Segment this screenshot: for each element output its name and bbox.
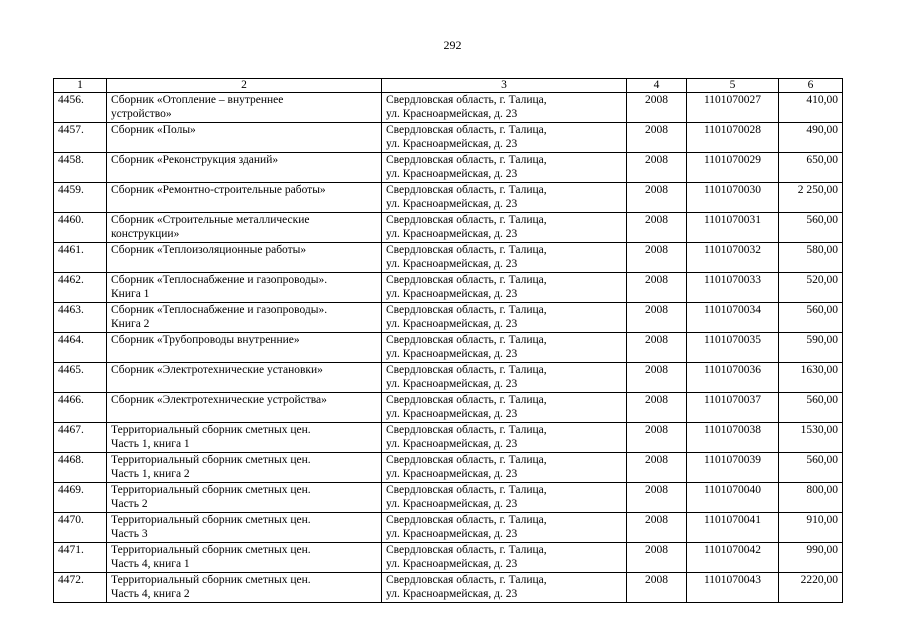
- table-row: [54, 153, 843, 183]
- address-line: ул. Красноармейская, д. 23: [386, 108, 518, 120]
- inventory-number-cell: 1101070043: [687, 573, 779, 603]
- row-number-cell: 4459.: [54, 183, 107, 213]
- item-name-cell: [107, 213, 382, 243]
- item-name-cell: [107, 423, 382, 453]
- cost-cell: 990,00: [779, 543, 843, 573]
- address-line: Свердловская область, г. Талица,: [386, 514, 547, 526]
- table-body: [54, 93, 843, 603]
- table-row: [54, 273, 843, 303]
- address-line: Свердловская область, г. Талица,: [386, 304, 547, 316]
- cost-cell: 560,00: [779, 303, 843, 333]
- item-name-line: Часть 1, книга 1: [111, 438, 190, 450]
- address-line: Свердловская область, г. Талица,: [386, 124, 547, 136]
- row-number-cell: 4464.: [54, 333, 107, 363]
- item-name-line: Сборник «Трубопроводы внутренние»: [111, 334, 300, 346]
- table-row: [54, 393, 843, 423]
- header-row: [54, 79, 843, 93]
- year-cell: 2008: [627, 183, 687, 213]
- address-line: ул. Красноармейская, д. 23: [386, 378, 518, 390]
- table-row: [54, 543, 843, 573]
- address-cell: [382, 573, 627, 603]
- cost-cell: 580,00: [779, 243, 843, 273]
- cost-cell: 410,00: [779, 93, 843, 123]
- item-name-cell: [107, 183, 382, 213]
- row-number-cell: 4457.: [54, 123, 107, 153]
- column-header: 5: [687, 79, 779, 93]
- year-cell: 2008: [627, 423, 687, 453]
- table-row: [54, 303, 843, 333]
- item-name-line: устройство»: [111, 108, 172, 120]
- item-name-line: Сборник «Ремонтно-строительные работы»: [111, 184, 326, 196]
- row-number-cell: 4456.: [54, 93, 107, 123]
- inventory-number-cell: 1101070034: [687, 303, 779, 333]
- address-cell: [382, 483, 627, 513]
- inventory-number-cell: 1101070032: [687, 243, 779, 273]
- year-cell: 2008: [627, 333, 687, 363]
- address-line: ул. Красноармейская, д. 23: [386, 138, 518, 150]
- address-cell: [382, 363, 627, 393]
- item-name-cell: [107, 303, 382, 333]
- address-cell: [382, 423, 627, 453]
- address-line: ул. Красноармейская, д. 23: [386, 198, 518, 210]
- cost-cell: 560,00: [779, 453, 843, 483]
- item-name-line: Книга 1: [111, 288, 150, 300]
- item-name-line: Часть 4, книга 1: [111, 558, 190, 570]
- item-name-cell: [107, 393, 382, 423]
- column-header: 6: [779, 79, 843, 93]
- item-name-line: Часть 3: [111, 528, 148, 540]
- table-row: [54, 93, 843, 123]
- item-name-line: Территориальный сборник сметных цен.: [111, 424, 311, 436]
- year-cell: 2008: [627, 153, 687, 183]
- address-cell: [382, 123, 627, 153]
- inventory-number-cell: 1101070038: [687, 423, 779, 453]
- row-number-cell: 4462.: [54, 273, 107, 303]
- cost-cell: 1530,00: [779, 423, 843, 453]
- cost-cell: 650,00: [779, 153, 843, 183]
- item-name-line: Территориальный сборник сметных цен.: [111, 454, 311, 466]
- inventory-number-cell: 1101070030: [687, 183, 779, 213]
- address-line: Свердловская область, г. Талица,: [386, 274, 547, 286]
- address-line: ул. Красноармейская, д. 23: [386, 318, 518, 330]
- year-cell: 2008: [627, 273, 687, 303]
- row-number-cell: 4461.: [54, 243, 107, 273]
- year-cell: 2008: [627, 543, 687, 573]
- row-number-cell: 4471.: [54, 543, 107, 573]
- item-name-cell: [107, 483, 382, 513]
- address-cell: [382, 273, 627, 303]
- year-cell: 2008: [627, 213, 687, 243]
- address-cell: [382, 153, 627, 183]
- address-line: Свердловская область, г. Талица,: [386, 334, 547, 346]
- item-name-line: Сборник «Теплоснабжение и газопроводы».: [111, 304, 328, 316]
- cost-cell: 490,00: [779, 123, 843, 153]
- inventory-number-cell: 1101070042: [687, 543, 779, 573]
- address-line: Свердловская область, г. Талица,: [386, 94, 547, 106]
- address-line: Свердловская область, г. Талица,: [386, 154, 547, 166]
- year-cell: 2008: [627, 123, 687, 153]
- item-name-cell: [107, 453, 382, 483]
- table-row: [54, 333, 843, 363]
- row-number-cell: 4468.: [54, 453, 107, 483]
- table-row: [54, 213, 843, 243]
- cost-cell: 560,00: [779, 213, 843, 243]
- row-number-cell: 4469.: [54, 483, 107, 513]
- year-cell: 2008: [627, 243, 687, 273]
- address-line: Свердловская область, г. Талица,: [386, 424, 547, 436]
- item-name-line: Сборник «Реконструкция зданий»: [111, 154, 279, 166]
- item-name-line: Территориальный сборник сметных цен.: [111, 574, 311, 586]
- year-cell: 2008: [627, 453, 687, 483]
- inventory-number-cell: 1101070031: [687, 213, 779, 243]
- row-number-cell: 4470.: [54, 513, 107, 543]
- item-name-line: Территориальный сборник сметных цен.: [111, 484, 311, 496]
- table-row: [54, 363, 843, 393]
- item-name-cell: [107, 123, 382, 153]
- address-cell: [382, 243, 627, 273]
- inventory-number-cell: 1101070033: [687, 273, 779, 303]
- property-table: [53, 78, 843, 603]
- address-cell: [382, 393, 627, 423]
- address-line: ул. Красноармейская, д. 23: [386, 498, 518, 510]
- column-header: 3: [382, 79, 627, 93]
- address-line: ул. Красноармейская, д. 23: [386, 588, 518, 600]
- item-name-line: Часть 4, книга 2: [111, 588, 190, 600]
- table-row: [54, 483, 843, 513]
- address-line: Свердловская область, г. Талица,: [386, 394, 547, 406]
- cost-cell: 910,00: [779, 513, 843, 543]
- row-number-cell: 4458.: [54, 153, 107, 183]
- item-name-line: Сборник «Отопление – внутреннее: [111, 94, 284, 106]
- row-number-cell: 4465.: [54, 363, 107, 393]
- address-line: Свердловская область, г. Талица,: [386, 214, 547, 226]
- item-name-cell: [107, 363, 382, 393]
- item-name-line: Сборник «Электротехнические устройства»: [111, 394, 327, 406]
- inventory-number-cell: 1101070029: [687, 153, 779, 183]
- inventory-number-cell: 1101070035: [687, 333, 779, 363]
- inventory-number-cell: 1101070041: [687, 513, 779, 543]
- item-name-line: Книга 2: [111, 318, 150, 330]
- cost-cell: 520,00: [779, 273, 843, 303]
- table-row: [54, 423, 843, 453]
- address-line: ул. Красноармейская, д. 23: [386, 528, 518, 540]
- address-line: ул. Красноармейская, д. 23: [386, 348, 518, 360]
- address-line: ул. Красноармейская, д. 23: [386, 228, 518, 240]
- inventory-number-cell: 1101070028: [687, 123, 779, 153]
- row-number-cell: 4467.: [54, 423, 107, 453]
- address-cell: [382, 513, 627, 543]
- year-cell: 2008: [627, 363, 687, 393]
- item-name-line: Сборник «Полы»: [111, 124, 196, 136]
- table-row: [54, 513, 843, 543]
- cost-cell: 800,00: [779, 483, 843, 513]
- item-name-line: Часть 1, книга 2: [111, 468, 190, 480]
- inventory-number-cell: 1101070037: [687, 393, 779, 423]
- item-name-line: Территориальный сборник сметных цен.: [111, 544, 311, 556]
- item-name-line: Часть 2: [111, 498, 148, 510]
- address-cell: [382, 303, 627, 333]
- column-header: 4: [627, 79, 687, 93]
- address-line: ул. Красноармейская, д. 23: [386, 558, 518, 570]
- address-line: ул. Красноармейская, д. 23: [386, 468, 518, 480]
- column-header: 1: [54, 79, 107, 93]
- table-row: [54, 243, 843, 273]
- cost-cell: 590,00: [779, 333, 843, 363]
- item-name-line: Территориальный сборник сметных цен.: [111, 514, 311, 526]
- item-name-line: Сборник «Строительные металлические: [111, 214, 310, 226]
- table-row: [54, 453, 843, 483]
- cost-cell: 560,00: [779, 393, 843, 423]
- address-line: Свердловская область, г. Талица,: [386, 544, 547, 556]
- item-name-cell: [107, 333, 382, 363]
- table-row: [54, 183, 843, 213]
- item-name-cell: [107, 543, 382, 573]
- cost-cell: 2220,00: [779, 573, 843, 603]
- address-line: ул. Красноармейская, д. 23: [386, 438, 518, 450]
- address-cell: [382, 543, 627, 573]
- cost-cell: 1630,00: [779, 363, 843, 393]
- address-cell: [382, 183, 627, 213]
- year-cell: 2008: [627, 393, 687, 423]
- inventory-number-cell: 1101070039: [687, 453, 779, 483]
- row-number-cell: 4466.: [54, 393, 107, 423]
- address-cell: [382, 213, 627, 243]
- year-cell: 2008: [627, 513, 687, 543]
- inventory-number-cell: 1101070036: [687, 363, 779, 393]
- row-number-cell: 4460.: [54, 213, 107, 243]
- item-name-cell: [107, 243, 382, 273]
- year-cell: 2008: [627, 483, 687, 513]
- column-header: 2: [107, 79, 382, 93]
- row-number-cell: 4463.: [54, 303, 107, 333]
- address-line: Свердловская область, г. Талица,: [386, 244, 547, 256]
- cost-cell: 2 250,00: [779, 183, 843, 213]
- address-cell: [382, 93, 627, 123]
- item-name-cell: [107, 513, 382, 543]
- address-line: Свердловская область, г. Талица,: [386, 184, 547, 196]
- year-cell: 2008: [627, 573, 687, 603]
- item-name-line: Сборник «Электротехнические установки»: [111, 364, 323, 376]
- item-name-cell: [107, 93, 382, 123]
- address-line: ул. Красноармейская, д. 23: [386, 288, 518, 300]
- address-line: Свердловская область, г. Талица,: [386, 484, 547, 496]
- item-name-line: Сборник «Теплоизоляционные работы»: [111, 244, 307, 256]
- address-cell: [382, 453, 627, 483]
- address-line: ул. Красноармейская, д. 23: [386, 168, 518, 180]
- inventory-number-cell: 1101070027: [687, 93, 779, 123]
- item-name-cell: [107, 273, 382, 303]
- address-line: Свердловская область, г. Талица,: [386, 364, 547, 376]
- item-name-cell: [107, 153, 382, 183]
- year-cell: 2008: [627, 93, 687, 123]
- address-line: Свердловская область, г. Талица,: [386, 574, 547, 586]
- page-number: 292: [443, 38, 462, 52]
- table-row: [54, 573, 843, 603]
- row-number-cell: 4472.: [54, 573, 107, 603]
- table-row: [54, 123, 843, 153]
- address-line: ул. Красноармейская, д. 23: [386, 258, 518, 270]
- item-name-line: Сборник «Теплоснабжение и газопроводы».: [111, 274, 328, 286]
- item-name-cell: [107, 573, 382, 603]
- year-cell: 2008: [627, 303, 687, 333]
- address-cell: [382, 333, 627, 363]
- address-line: Свердловская область, г. Талица,: [386, 454, 547, 466]
- item-name-line: конструкции»: [111, 228, 180, 240]
- address-line: ул. Красноармейская, д. 23: [386, 408, 518, 420]
- inventory-number-cell: 1101070040: [687, 483, 779, 513]
